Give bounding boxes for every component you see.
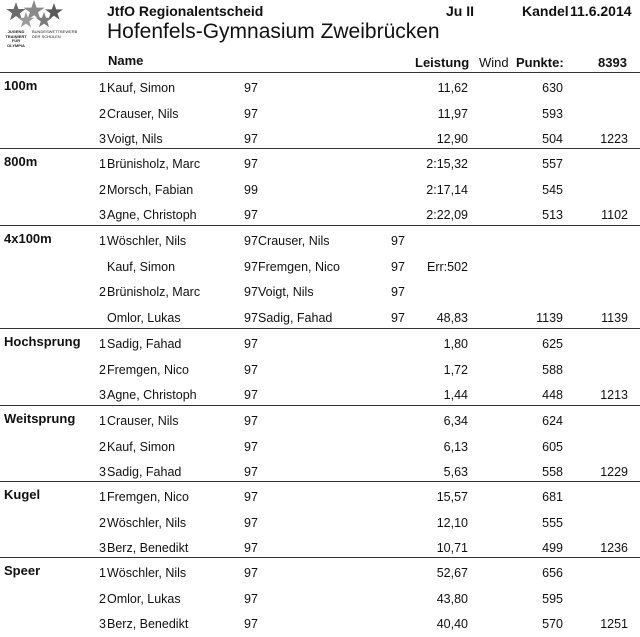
points-value: 499 <box>542 541 563 555</box>
points-value: 656 <box>542 566 563 580</box>
performance-value: 2:22,09 <box>426 208 468 222</box>
event-separator <box>0 405 640 406</box>
birth-year: 97 <box>391 285 405 299</box>
place-number: 2 <box>99 182 106 197</box>
event-separator <box>0 481 640 482</box>
birth-year: 99 <box>244 182 258 197</box>
birth-year: 97 <box>244 591 258 606</box>
event-subtotal: 1213 <box>600 388 628 402</box>
place-number: 2 <box>99 515 106 530</box>
athlete-name: Voigt, Nils <box>107 132 163 146</box>
points-value: 448 <box>542 388 563 402</box>
col-points: Punkte: <box>516 55 564 70</box>
athlete-name: Fremgen, Nico <box>107 362 189 377</box>
relay-athlete-name: Omlor, Lukas <box>107 310 181 325</box>
event-name: 100m <box>4 78 38 93</box>
event-name: Weitsprung <box>4 411 76 426</box>
total-points: 8393 <box>598 55 627 70</box>
performance-value: 11,97 <box>437 106 468 121</box>
olympic-stars-icon <box>2 0 70 30</box>
birth-year: 97 <box>244 106 258 121</box>
athlete-name: Kauf, Simon <box>107 439 176 454</box>
athlete-name: Brünisholz, Marc <box>107 157 201 171</box>
athlete-name: Agne, Christoph <box>107 388 197 402</box>
event-name: 4x100m <box>4 231 52 246</box>
points-value: 630 <box>542 81 563 95</box>
birth-year: 97 <box>244 465 258 479</box>
athlete-name: Crauser, Nils <box>107 414 179 428</box>
athlete-name: Berz, Benedikt <box>107 541 189 555</box>
points-value: 588 <box>542 362 563 377</box>
place-number: 1 <box>99 157 106 171</box>
event-name: Speer <box>4 563 41 578</box>
performance-value: 12,90 <box>436 132 468 146</box>
competition-title: JtfO Regionalentscheid <box>107 3 264 19</box>
event-name: Kugel <box>4 487 41 502</box>
place-number: 1 <box>99 337 106 351</box>
relay-athlete-name: Kauf, Simon <box>107 259 176 274</box>
birth-year: 97 <box>244 259 258 274</box>
event-subtotal: 1102 <box>601 208 628 222</box>
jtfo-logo <box>2 0 78 52</box>
performance-value: 40,40 <box>436 617 468 631</box>
relay-athlete-name: Wöschler, Nils <box>107 234 187 248</box>
event-subtotal: 1223 <box>600 132 628 146</box>
birth-year: 97 <box>244 566 258 580</box>
points-value: 595 <box>542 591 563 606</box>
birth-year: 97 <box>244 490 258 504</box>
place-label: Kandel <box>522 3 569 19</box>
place-number: 1 <box>99 81 106 95</box>
event-name: Hochsprung <box>4 334 81 349</box>
points-value: 625 <box>542 337 563 351</box>
points-value: 504 <box>542 132 563 146</box>
col-wind: Wind <box>479 55 509 70</box>
relay-athlete-name: Brünisholz, Marc <box>107 285 201 299</box>
birth-year: 97 <box>244 439 258 454</box>
birth-year: 97 <box>244 541 258 555</box>
athlete-name: Fremgen, Nico <box>107 490 189 504</box>
birth-year: 97 <box>244 414 258 428</box>
place-number: 3 <box>99 541 106 555</box>
birth-year: 97 <box>391 310 405 325</box>
place-number: 1 <box>99 566 106 580</box>
birth-year: 97 <box>244 337 258 351</box>
performance-value: 1,80 <box>443 337 468 351</box>
points-value: 513 <box>542 208 563 222</box>
event-subtotal: 1139 <box>601 310 628 325</box>
athlete-name: Wöschler, Nils <box>107 566 187 580</box>
logo-right-text: BUNDESWETTBEWERB DER SCHULEN <box>32 29 78 39</box>
relay-athlete-name: Sadig, Fahad <box>258 310 333 325</box>
logo-left-text: JUGEND TRAINIERT FÜR OLYMPIA <box>5 29 27 48</box>
header-separator <box>0 72 640 73</box>
athlete-name: Sadig, Fahad <box>107 337 182 351</box>
birth-year: 97 <box>244 208 258 222</box>
performance-value: 10,71 <box>436 541 468 555</box>
birth-year: 97 <box>391 259 405 274</box>
athlete-name: Agne, Christoph <box>107 208 197 222</box>
birth-year: 97 <box>244 157 258 171</box>
event-subtotal: 1229 <box>600 465 628 479</box>
points-value: 570 <box>542 617 563 631</box>
birth-year: 97 <box>244 617 258 631</box>
birth-year: 97 <box>244 388 258 402</box>
points-value: 1139 <box>536 310 563 325</box>
athlete-name: Morsch, Fabian <box>107 182 194 197</box>
relay-athlete-name: Crauser, Nils <box>258 234 330 248</box>
place-number: 2 <box>99 591 106 606</box>
col-performance: Leistung <box>415 55 470 70</box>
date-label: 11.6.2014 <box>570 3 632 19</box>
athlete-name: Berz, Benedikt <box>107 617 189 631</box>
col-name: Name <box>108 53 144 68</box>
performance-value: 1,44 <box>443 388 468 402</box>
place-number: 3 <box>99 132 106 146</box>
performance-value: 6,13 <box>443 439 468 454</box>
athlete-name: Omlor, Lukas <box>107 591 181 606</box>
category-label: Ju II <box>446 3 475 19</box>
athlete-name: Crauser, Nils <box>107 106 179 121</box>
place-number: 1 <box>99 414 106 428</box>
points-value: 605 <box>542 439 563 454</box>
birth-year: 97 <box>244 310 258 325</box>
event-name: 800m <box>4 154 38 169</box>
place-number: 3 <box>99 388 106 402</box>
relay-athlete-name: Fremgen, Nico <box>258 259 340 274</box>
birth-year: 97 <box>391 234 405 248</box>
place-number: 1 <box>99 490 106 504</box>
athlete-name: Wöschler, Nils <box>107 515 187 530</box>
performance-value: 1,72 <box>443 362 468 377</box>
points-value: 555 <box>542 515 563 530</box>
performance-value: 2:15,32 <box>426 157 468 171</box>
place-number: 1 <box>99 234 106 248</box>
performance-value: 6,34 <box>443 414 468 428</box>
birth-year: 97 <box>244 234 258 248</box>
place-number: 2 <box>99 362 106 377</box>
place-number: 3 <box>99 617 106 631</box>
birth-year: 97 <box>244 515 258 530</box>
performance-value: Err:502 <box>427 259 468 274</box>
school-title: Hofenfels-Gymnasium Zweibrücken <box>107 20 440 43</box>
birth-year: 97 <box>244 132 258 146</box>
event-separator <box>0 225 640 226</box>
points-value: 593 <box>542 106 563 121</box>
place-number: 2 <box>99 106 106 121</box>
points-value: 624 <box>542 414 563 428</box>
performance-value: 52,67 <box>436 566 468 580</box>
birth-year: 97 <box>244 362 258 377</box>
event-separator <box>0 328 640 329</box>
performance-value: 12,10 <box>436 515 468 530</box>
points-value: 557 <box>542 157 563 171</box>
birth-year: 97 <box>244 285 258 299</box>
place-number: 2 <box>99 439 106 454</box>
points-value: 681 <box>542 490 563 504</box>
event-subtotal: 1236 <box>600 541 628 555</box>
athlete-name: Sadig, Fahad <box>107 465 182 479</box>
event-separator <box>0 148 640 149</box>
relay-athlete-name: Voigt, Nils <box>258 285 314 299</box>
performance-value: 43,80 <box>436 591 468 606</box>
performance-value: 15,57 <box>436 490 468 504</box>
points-value: 545 <box>542 182 563 197</box>
performance-value: 11,62 <box>437 81 468 95</box>
place-number: 2 <box>99 285 106 299</box>
birth-year: 97 <box>244 81 258 95</box>
place-number: 3 <box>99 465 106 479</box>
performance-value: 48,83 <box>436 310 468 325</box>
points-value: 558 <box>542 465 563 479</box>
place-number: 3 <box>99 208 106 222</box>
athlete-name: Kauf, Simon <box>107 81 176 95</box>
event-separator <box>0 557 640 558</box>
performance-value: 5,63 <box>443 465 468 479</box>
performance-value: 2:17,14 <box>426 182 468 197</box>
event-subtotal: 1251 <box>600 617 628 631</box>
